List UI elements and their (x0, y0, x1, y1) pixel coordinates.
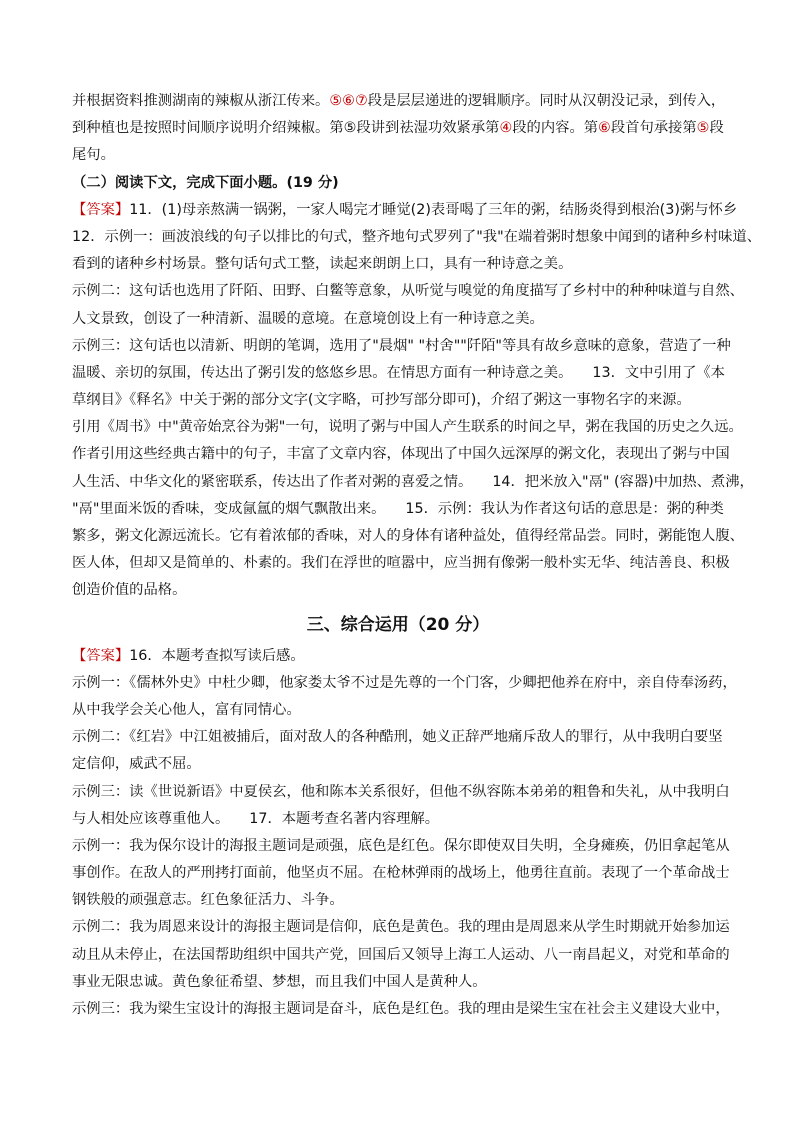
text-span: 并根据资料推测湖南的辣椒从浙江传来。 (72, 93, 330, 109)
text-span: 段首句承接第 (610, 120, 697, 137)
text-line: 示例三：我为梁生宝设计的海报主题词是奋斗，底色是红色。我的理由是梁生宝在社会主义建设大业中， (72, 1001, 730, 1017)
text-span: 段 (709, 120, 724, 137)
text-line (72, 496, 724, 523)
text-span: 16．本题考查拟写读后感。 (129, 647, 305, 664)
text-line: 示例二：《红岩》中江姐被捕后，面对敌人的各种酷刑，她义正辞严地痛斥敌人的罪行，从中我明白要坚 (72, 729, 723, 746)
text-line: 示例二：这句话也选用了阡陌、田野、白鳖等意象，从听觉与嗅觉的角度描写了乡村中的种种味道与自然、 (72, 283, 744, 300)
text-span: 15．示例：我认为作者这句话的意思是：粥的种类 (405, 500, 724, 517)
text-line: 事业无限忠诚。黄色象征希望、梦想，而且我们中国人是黄种人。 (72, 973, 487, 990)
highlight-number: ⑤ (696, 120, 710, 137)
text-line: 作者引用这些经典古籍中的句子，丰富了文章内容，体现出了中国久远深厚的粥文化，表现出了粥与中国 (72, 446, 730, 463)
text-span: 17．本题考查名著内容理解。 (249, 810, 440, 827)
text-line (72, 88, 724, 115)
text-line: 医人体，但却又是简单的、朴素的。我们在浮世的喧嚣中，应当拥有像粥一般朴实无华、纯洁善良、积极 (72, 555, 730, 572)
text-line: 定信仰，威武不屈。 (72, 756, 201, 773)
text-span: 到种植也是按照时间顺序说明介绍辣椒。第⑤段讲到祛湿功效紧承第 (72, 120, 500, 137)
text-line: 事创作。在敌人的严刑拷打面前，他坚贞不屈。在枪林弹雨的战场上，他勇往直前。表现了一个革命战士 (72, 865, 730, 882)
text-line: 人文景致，创设了一种清新、温暖的意境。在意境创设上有一种诗意之美。 (72, 310, 544, 327)
text-span: "鬲"里面米饭的香味，变成氤氲的烟气飘散出来。 (72, 500, 386, 517)
text-span: 与人相处应该尊重他人。 (72, 810, 230, 827)
text-line: 创造价值的品格。 (72, 582, 187, 599)
text-line: 看到的诸种乡村场景。整句话句式工整，读起来朗朗上口，具有一种诗意之美。 (72, 256, 573, 273)
text-span: 段是层层递进的逻辑顺序。同时从汉朝没记录，到传入， (367, 93, 726, 109)
text-line: 动且从未停止，在法国帮助组织中国共产党，回国后又领导上海工人运动、八一南昌起义，对党和革命的 (72, 946, 730, 963)
text-line: 从中我学会关心他人，富有同情心。 (72, 701, 301, 718)
text-line: 钢铁般的顽强意志。红色象征活力、斗争。 (72, 892, 344, 909)
section-title: 三、综合运用（20 分） (306, 614, 490, 635)
answer-page (72, 88, 761, 1023)
text-span: 人生活、中华文化的紧密联系，传达出了作者对粥的喜爱之情。 (72, 473, 473, 490)
text-line: 12．示例一：画波浪线的句子以排比的句式，整齐地句式罗列了"我"在端着粥时想象中闻到的诸种乡村味道、 (72, 228, 761, 245)
highlight-number: ⑥ (598, 120, 611, 137)
text-span: 温暖、亲切的氛围，传达出了粥引发的悠悠乡思。在情思方面有一种诗意之美。 (72, 364, 573, 381)
text-span: 段的内容。第 (512, 120, 599, 137)
text-line (72, 197, 738, 224)
text-line: 示例一：我为保尔设计的海报主题词是顽强，底色是红色。保尔即使双目失明，全身瘫痪，仍旧拿起笔从 (72, 837, 730, 854)
text-line (72, 469, 754, 496)
text-line: 示例三：这句话也以清新、明朗的笔调，选用了"晨烟" "村舍""阡陌"等具有故乡意味的意象，营造了一种 (72, 337, 731, 354)
text-line: 示例二：我为周恩来设计的海报主题词是信仰，底色是黄色。我的理由是周恩来从学生时期就开始参加运 (72, 919, 730, 936)
text-line (72, 806, 724, 833)
section-heading: （二）阅读下文，完成下面小题。(19 分) (72, 174, 339, 191)
text-span: 11．(1)母亲熬满一锅粥，一家人喝完才睡觉(2)表哥喝了三年的粥，结肠炎得到根治(3)粥与怀乡 (129, 201, 738, 218)
text-span: 14．把米放入"鬲" (容器)中加热、煮沸， (492, 473, 754, 490)
answer-tag: 【答案】 (72, 647, 130, 664)
text-line: 繁多，粥文化源远流长。它有着浓郁的香味，对人的身体有诸种益处，值得经常品尝。同时，粥能饱人腹、 (72, 528, 744, 544)
highlight-number: ④ (499, 120, 513, 137)
text-span: 13．文中引用了《本 (592, 364, 725, 381)
text-line (72, 643, 724, 670)
text-line: 尾句。 (72, 147, 115, 164)
text-line (72, 360, 724, 387)
answer-tag: 【答案】 (72, 201, 130, 218)
text-line: 示例一：《儒林外史》中杜少卿，他家娄太爷不过是先尊的一个门客，少卿把他养在府中，亲自侍奉汤药， (72, 674, 737, 691)
text-line: 引用《周书》中"黄帝始烹谷为粥"一句，说明了粥与中国人产生联系的时间之早，粥在我国的历史之久远。 (72, 419, 743, 436)
text-line: 草纲目》《释名》中关于粥的部分文字(文字略，可抄写部分即可)，介绍了粥这一事物名字的来源。 (72, 392, 691, 409)
highlight-numbers: ⑤⑥⑦ (329, 93, 368, 109)
text-line (72, 115, 724, 142)
text-line: 示例三：读《世说新语》中夏侯玄，他和陈本关系很好，但他不纵容陈本弟弟的粗鲁和失礼，从中我明白 (72, 783, 730, 800)
